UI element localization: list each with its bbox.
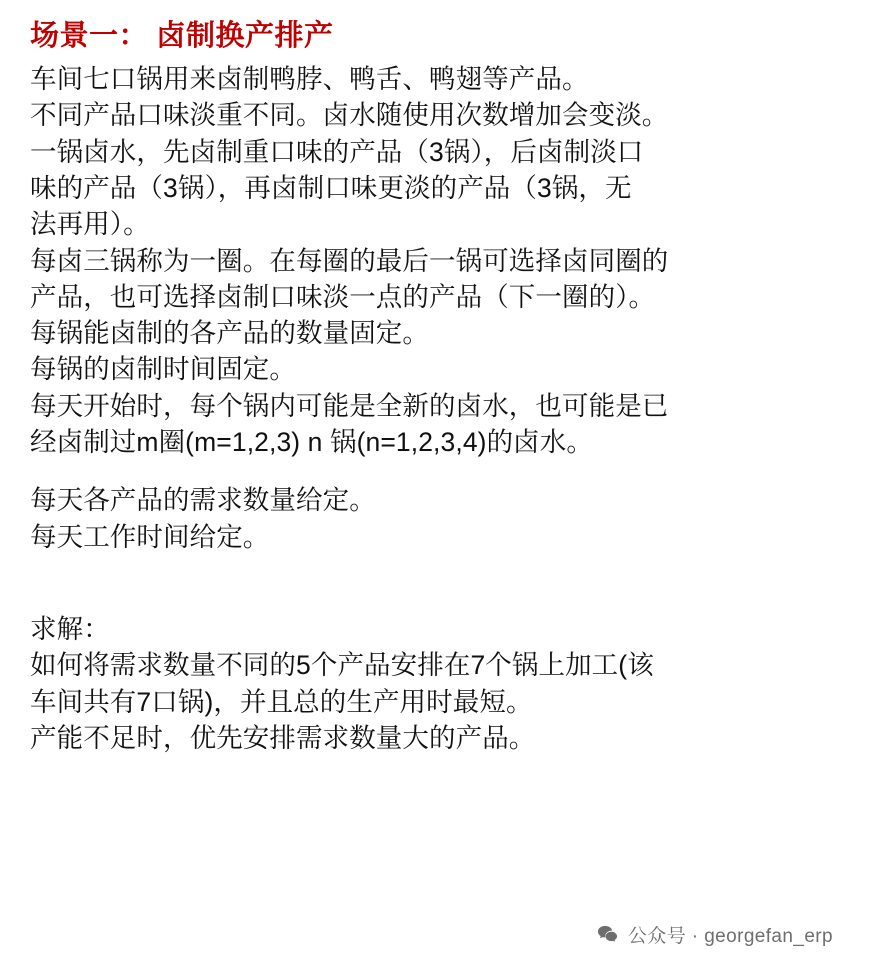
solve-label: 求解： xyxy=(30,613,110,644)
footer xyxy=(30,921,855,966)
paragraph-line: 一锅卤水，先卤制重口味的产品（3锅），后卤制淡口 xyxy=(30,136,644,167)
paragraph-line: 每天工作时间给定。 xyxy=(30,521,270,552)
paragraph-line: 不同产品口味淡重不同。卤水随使用次数增加会变淡。 xyxy=(30,100,669,131)
paragraph-line: 每卤三锅称为一圈。在每圈的最后一锅可选择卤同圈的 xyxy=(30,245,669,276)
paragraph-line: 每锅的卤制时间固定。 xyxy=(30,354,296,385)
paragraph-line: 每锅能卤制的各产品的数量固定。 xyxy=(30,318,429,349)
page-title: 场景一： 卤制换产排产 xyxy=(30,20,334,52)
paragraph-line: 每天各产品的需求数量给定。 xyxy=(30,485,376,516)
paragraph-line: 车间七口锅用来卤制鸭脖、鸭舌、鸭翅等产品。 xyxy=(30,64,589,95)
body-section-one xyxy=(30,61,855,460)
section-spacer-large xyxy=(30,555,855,611)
paragraph-line: 味的产品（3锅），再卤制口味更淡的产品（3锅，无 xyxy=(30,173,632,203)
paragraph-line: 每天开始时，每个锅内可能是全新的卤水，也可能是已 xyxy=(30,390,669,421)
paragraph-line: 经卤制过m圈(m=1,2,3) n 锅(n=1,2,3,4)的卤水。 xyxy=(30,427,593,458)
body-section-two xyxy=(30,482,855,555)
paragraph-line: 车间共有7口锅)，并且总的生产用时最短。 xyxy=(30,686,533,717)
body-section-three xyxy=(30,611,855,756)
wechat-icon xyxy=(596,923,619,946)
footer-text: 公众号 · georgefan_erp xyxy=(627,926,833,947)
paragraph-line: 如何将需求数量不同的5个产品安排在7个锅上加工(该 xyxy=(30,650,654,681)
paragraph-line: 产品，也可选择卤制口味淡一点的产品（下一圈的）。 xyxy=(30,281,656,312)
paragraph-line: 法再用）。 xyxy=(30,209,150,240)
section-spacer xyxy=(30,460,855,482)
paragraph-line: 产能不足时，优先安排需求数量大的产品。 xyxy=(30,722,536,753)
